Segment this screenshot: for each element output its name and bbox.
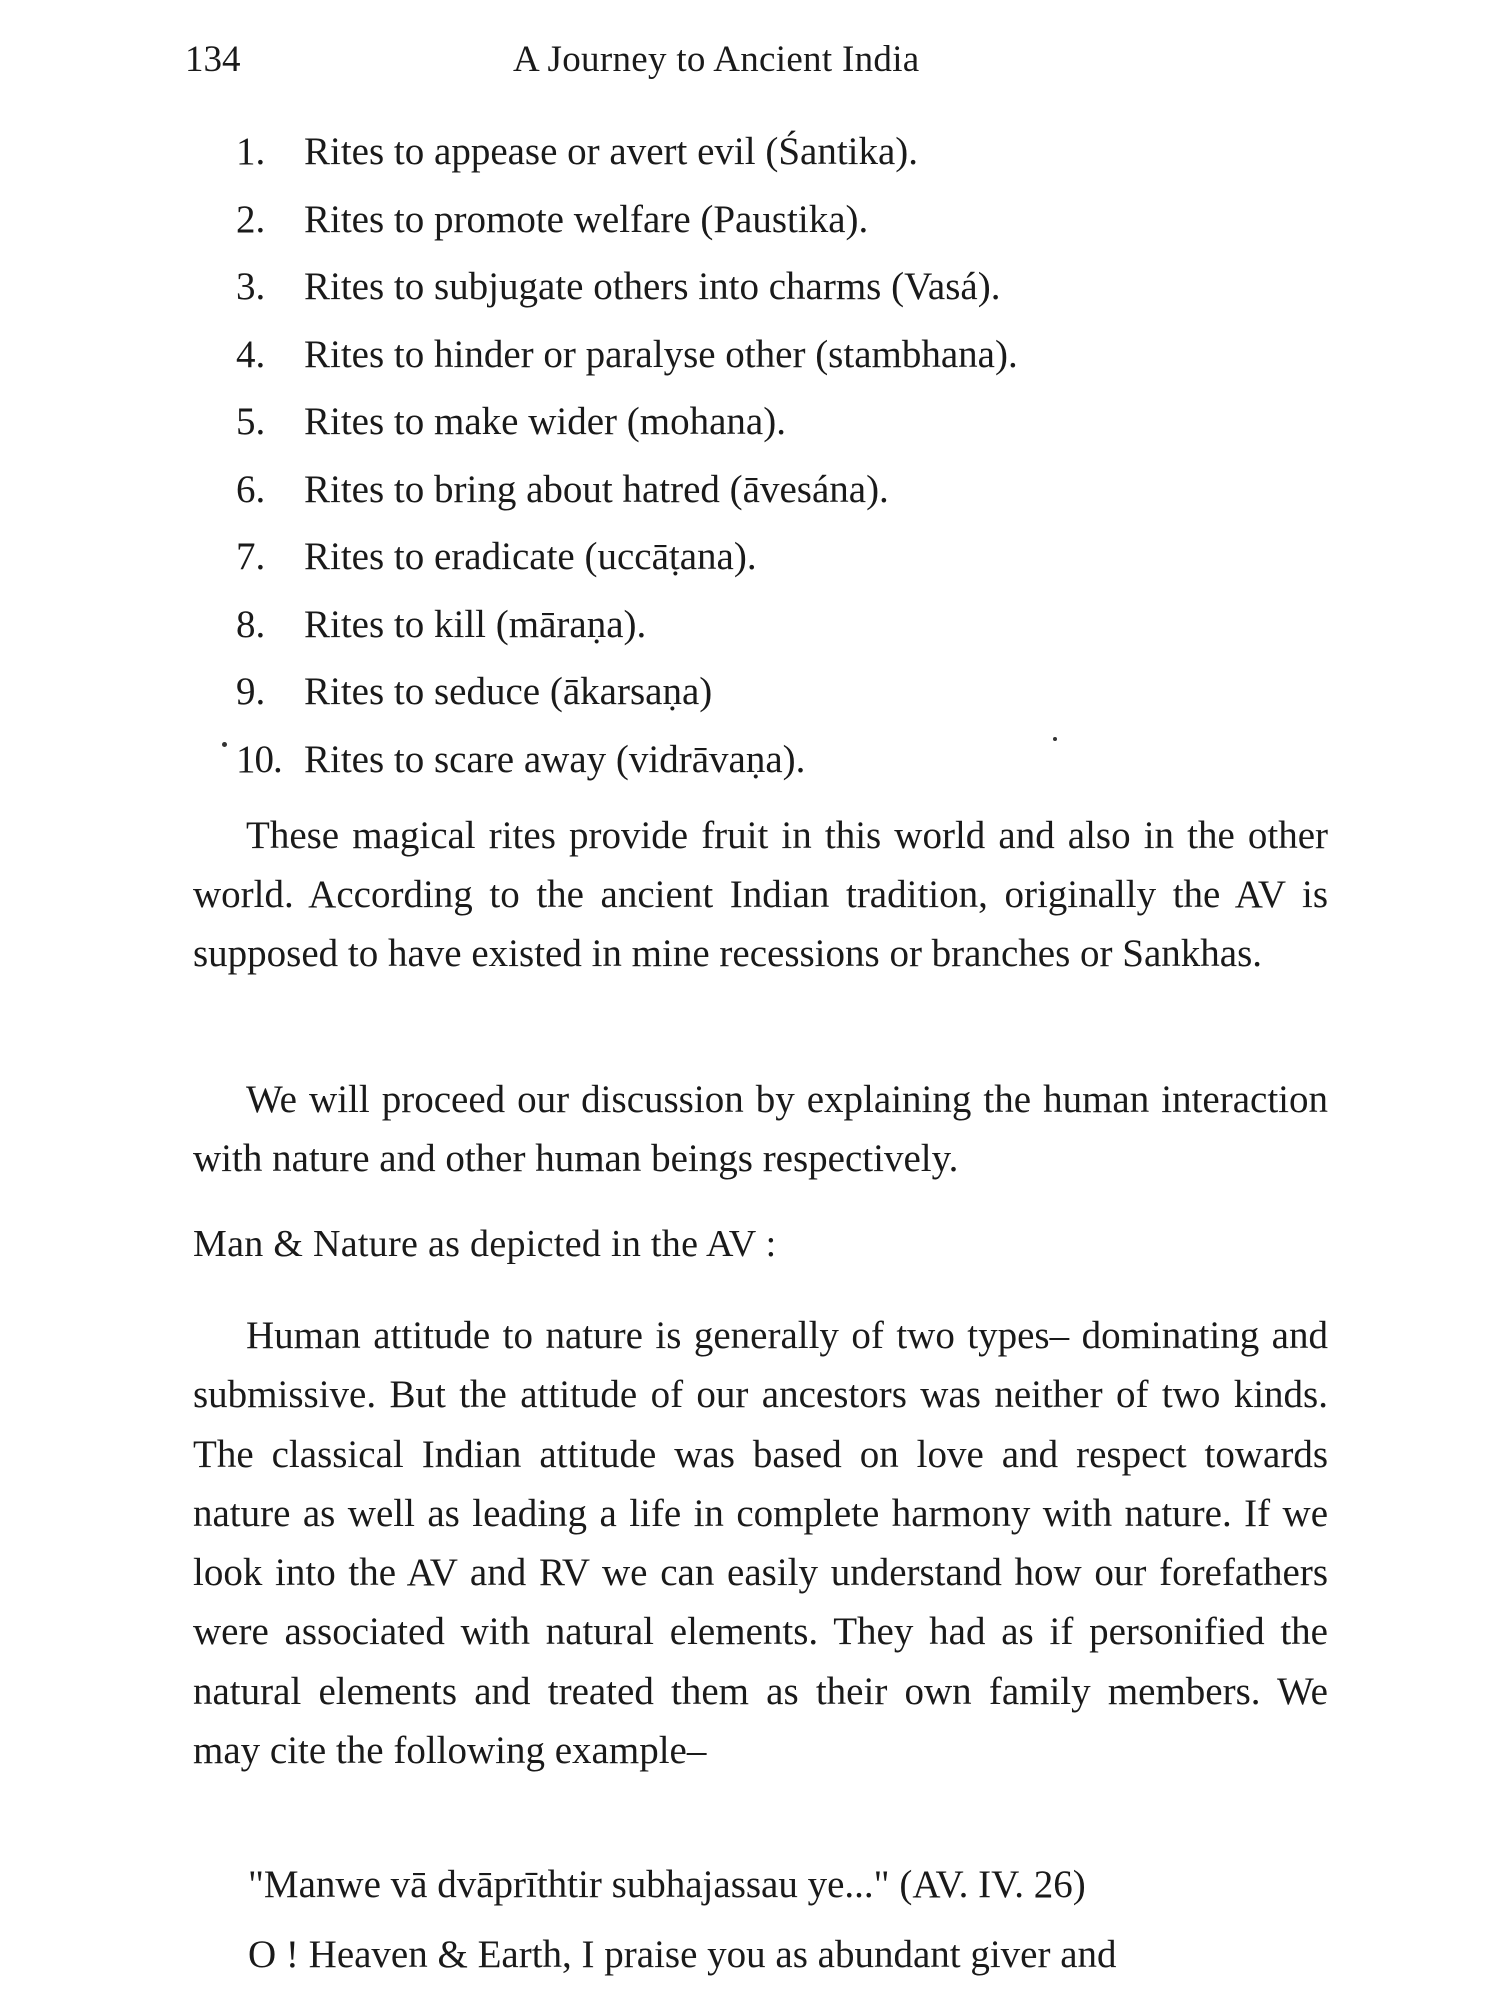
paragraph-magical-rites: These magical rites provide fruit in this world and also in the other world. According to the ancient Indian tradition, originally the AV is supposed to have existed in mine recessions or branches or Sankhas. [193, 814, 1328, 975]
list-item-number: 6. [236, 467, 266, 511]
list-item [236, 321, 1018, 389]
list-item [236, 523, 1018, 591]
print-speck [1053, 737, 1057, 741]
print-speck [222, 742, 227, 747]
list-item [236, 118, 1018, 186]
page-number: 134 [185, 39, 241, 80]
list-item-number: 4. [236, 332, 266, 376]
list-item-text: Rites to hinder or paralyse other (stambhana). [304, 332, 1018, 376]
sanskrit-quote: "Manwe vā dvāprīthtir subhajassau ye..." (AV. IV. 26) [248, 1863, 1086, 1906]
list-item [236, 388, 1018, 456]
section-heading: Man & Nature as depicted in the AV : [193, 1223, 777, 1265]
list-item-text: Rites to make wider (mohana). [304, 400, 786, 443]
list-item-number: 8. [236, 602, 266, 646]
list-item-number: 2. [236, 197, 266, 241]
list-item [236, 253, 1018, 321]
list-item-text: Rites to kill (māraṇa). [304, 602, 647, 646]
list-item-text: Rites to seduce (ākarsaṇa) [304, 670, 713, 713]
list-item-text: Rites to bring about hatred (āvesána). [304, 467, 889, 511]
list-item-text: Rites to promote welfare (Paustika). [304, 197, 869, 241]
list-item-number: 3. [236, 265, 266, 308]
list-item-number: 1. [236, 130, 266, 173]
paragraph-human-attitude: Human attitude to nature is generally of two types– dominating and submissive. But the attitude of our ancestors was neither of two kinds. The classical Indian attitude was based on love and respect towards nature as well as leading a life in complete harmony with nature. If we look into the AV and RV we can easily understand how our forefathers were associated with natural elements. They had as if personified the natural elements and treated them as their own family members. We may cite the following example– [193, 1314, 1328, 1773]
list-item-text: Rites to eradicate (uccāṭana). [304, 535, 757, 578]
list-item [236, 186, 1018, 254]
list-item-number: 10. [236, 737, 282, 781]
list-item-number: 5. [236, 400, 266, 443]
running-title: A Journey to Ancient India [513, 39, 920, 80]
rites-list [236, 118, 1018, 793]
list-item-text: Rites to subjugate others into charms (Vasá). [304, 265, 1001, 308]
list-item-text: Rites to scare away (vidrāvaṇa). [304, 737, 806, 781]
list-item-number: 9. [236, 670, 266, 713]
list-item [236, 591, 1018, 659]
list-item-number: 7. [236, 535, 266, 578]
paragraph-discussion: We will proceed our discussion by explaining the human interaction with nature and other human beings respectively. [193, 1078, 1328, 1180]
list-item [236, 658, 1018, 726]
list-item-text: Rites to appease or avert evil (Śantika). [304, 130, 919, 173]
paragraph-translation: O ! Heaven & Earth, I praise you as abundant giver and [248, 1933, 1117, 1976]
list-item [236, 726, 1018, 794]
page-header [185, 38, 1335, 98]
list-item [236, 456, 1018, 524]
